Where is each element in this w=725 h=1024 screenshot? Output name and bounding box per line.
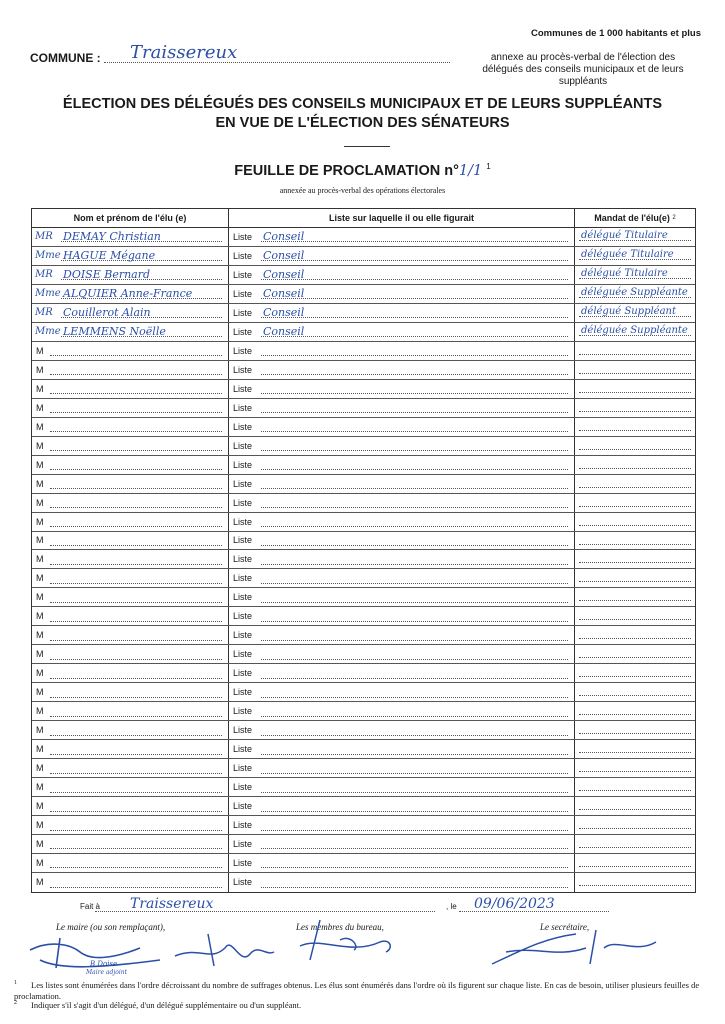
name-prefix: M — [36, 877, 44, 888]
name-prefix: M — [36, 421, 44, 432]
list-prefix: Liste — [233, 668, 253, 679]
list-cell — [229, 342, 575, 360]
membres-label: Les membres du bureau, — [296, 922, 384, 932]
name-cell — [32, 645, 229, 663]
name-cell — [32, 626, 229, 644]
list-cell — [229, 399, 575, 417]
list-prefix: Liste — [233, 857, 253, 868]
list-cell — [229, 588, 575, 606]
name-cell — [32, 323, 229, 341]
name-prefix: M — [36, 440, 44, 451]
mandate-cell — [575, 228, 695, 246]
list-cell — [229, 437, 575, 455]
list-prefix: Liste — [233, 649, 253, 660]
list-cell — [229, 797, 575, 815]
name-prefix: Mme — [35, 288, 61, 300]
name-prefix: Mme — [35, 326, 61, 338]
name-prefix: M — [36, 857, 44, 868]
list-prefix: Liste — [233, 459, 253, 470]
name-cell — [32, 266, 229, 284]
header-mandate-ref: 2 — [672, 215, 676, 221]
header-mandate — [575, 209, 695, 227]
table-row — [32, 778, 695, 797]
mandate-cell — [575, 475, 695, 493]
mandate-cell — [575, 513, 695, 531]
svg-text:Maire adjoint: Maire adjoint — [86, 969, 128, 976]
mandate-cell — [575, 550, 695, 568]
name-prefix: M — [36, 592, 44, 603]
name-cell — [32, 797, 229, 815]
mandate-cell — [575, 285, 695, 303]
list-cell — [229, 513, 575, 531]
elected-name: DOISE Bernard — [63, 268, 151, 282]
table-row — [32, 456, 695, 475]
mandate-cell — [575, 266, 695, 284]
mandate-cell — [575, 740, 695, 758]
annex-note: annexe au procès-verbal de l'élection des délégués des conseils municipaux et de leurs suppléants — [482, 52, 684, 87]
table-body — [32, 228, 695, 892]
list-name: Conseil — [263, 325, 305, 339]
name-cell — [32, 475, 229, 493]
secretaire-label: Le secrétaire, — [540, 922, 590, 932]
name-prefix: M — [36, 630, 44, 641]
mandate-cell — [575, 456, 695, 474]
list-prefix: Liste — [233, 592, 253, 603]
list-prefix: Liste — [233, 516, 253, 527]
name-prefix: M — [36, 383, 44, 394]
table-row — [32, 323, 695, 342]
name-cell — [32, 361, 229, 379]
mandate-cell — [575, 835, 695, 853]
name-prefix: MR — [35, 231, 53, 243]
table-row — [32, 759, 695, 778]
name-prefix: M — [36, 554, 44, 565]
name-cell — [32, 702, 229, 720]
name-cell — [32, 683, 229, 701]
mandate-value: déléguée Suppléante — [581, 324, 688, 336]
table-row — [32, 361, 695, 380]
fait-label: Fait à — [80, 902, 101, 911]
list-cell — [229, 380, 575, 398]
list-prefix: Liste — [233, 611, 253, 622]
list-prefix: Liste — [233, 326, 253, 337]
name-cell — [32, 304, 229, 322]
mandate-cell — [575, 683, 695, 701]
elected-name: DEMAY Christian — [63, 230, 161, 244]
name-prefix: Mme — [35, 250, 61, 262]
member-signature-2 — [290, 916, 400, 966]
table-row — [32, 702, 695, 721]
list-prefix: Liste — [233, 383, 253, 394]
commune-value: Traissereux — [130, 42, 238, 63]
name-cell — [32, 854, 229, 872]
mandate-value: déléguée Suppléante — [581, 286, 688, 298]
sheet-total: 1 — [473, 162, 483, 179]
commune-label: COMMUNE : — [30, 51, 101, 65]
list-cell — [229, 532, 575, 550]
name-cell — [32, 778, 229, 796]
title-line-1: ÉLECTION DES DÉLÉGUÉS DES CONSEILS MUNICIPAUX ET DE LEURS SUPPLÉANTS — [62, 96, 663, 112]
name-cell — [32, 550, 229, 568]
mandate-cell — [575, 721, 695, 739]
fait-value: Traissereux — [130, 896, 214, 912]
list-prefix: Liste — [233, 478, 253, 489]
table-row — [32, 266, 695, 285]
footnote-1: $^1$ Les listes sont énumérées dans l'ordre décroissant du nombre de suffrages obtenus. Les élus sont énumérés dans l'ordre où ils figurent sur chaque liste. En cas de besoin, utiliser plusieurs feuilles de proclamation. — [14, 979, 700, 1001]
name-cell — [32, 664, 229, 682]
mandate-cell — [575, 494, 695, 512]
table-row — [32, 399, 695, 418]
name-prefix: M — [36, 649, 44, 660]
list-prefix: Liste — [233, 744, 253, 755]
sheet-separator: / — [468, 162, 474, 179]
list-cell — [229, 550, 575, 568]
table-row — [32, 228, 695, 247]
mandate-cell — [575, 323, 695, 341]
table-row — [32, 437, 695, 456]
name-prefix: M — [36, 838, 44, 849]
mandate-cell — [575, 532, 695, 550]
list-name: Conseil — [263, 306, 305, 320]
table-row — [32, 797, 695, 816]
name-cell — [32, 588, 229, 606]
name-cell — [32, 532, 229, 550]
name-prefix: M — [36, 763, 44, 774]
mandate-cell — [575, 607, 695, 625]
list-prefix: Liste — [233, 345, 253, 356]
list-cell — [229, 721, 575, 739]
list-cell — [229, 475, 575, 493]
table-row — [32, 645, 695, 664]
date-label: , le — [446, 902, 457, 911]
name-prefix: M — [36, 782, 44, 793]
mandate-cell — [575, 304, 695, 322]
sheet-label: FEUILLE DE PROCLAMATION n° — [234, 162, 459, 179]
name-prefix: M — [36, 668, 44, 679]
list-cell — [229, 607, 575, 625]
mandate-cell — [575, 399, 695, 417]
table-row — [32, 835, 695, 854]
list-prefix: Liste — [233, 801, 253, 812]
title-line-2: EN VUE DE L'ÉLECTION DES SÉNATEURS — [215, 115, 510, 131]
footnote-2: $^2$ Indiquer s'il s'agit d'un délégué, d'un délégué supplémentaire ou d'un suppléant. — [14, 999, 302, 1010]
maire-signature — [20, 930, 180, 978]
header-list: Liste sur laquelle il ou elle figurait — [229, 209, 575, 227]
page-title — [0, 95, 725, 133]
list-prefix: Liste — [233, 838, 253, 849]
list-cell — [229, 626, 575, 644]
mandate-value: délégué Suppléant — [581, 305, 677, 317]
list-prefix: Liste — [233, 573, 253, 584]
list-prefix: Liste — [233, 820, 253, 831]
sheet-title — [0, 162, 725, 179]
mandate-cell — [575, 645, 695, 663]
list-name: Conseil — [263, 249, 305, 263]
table-row — [32, 494, 695, 513]
table-row — [32, 721, 695, 740]
table-row — [32, 475, 695, 494]
table-row — [32, 569, 695, 588]
list-prefix: Liste — [233, 554, 253, 565]
mandate-cell — [575, 380, 695, 398]
name-cell — [32, 418, 229, 436]
name-cell — [32, 816, 229, 834]
elected-name: Couillerot Alain — [63, 306, 151, 320]
elected-name: HAGUE Mégane — [63, 249, 156, 263]
table-row — [32, 550, 695, 569]
list-prefix: Liste — [233, 630, 253, 641]
mandate-cell — [575, 759, 695, 777]
title-divider — [344, 146, 390, 147]
name-cell — [32, 247, 229, 265]
name-cell — [32, 228, 229, 246]
table-row — [32, 854, 695, 873]
name-prefix: M — [36, 497, 44, 508]
date-value: 09/06/2023 — [474, 896, 555, 912]
name-prefix: M — [36, 402, 44, 413]
mandate-cell — [575, 702, 695, 720]
name-cell — [32, 873, 229, 892]
list-cell — [229, 664, 575, 682]
name-cell — [32, 759, 229, 777]
mandate-cell — [575, 588, 695, 606]
name-prefix: M — [36, 706, 44, 717]
name-prefix: M — [36, 744, 44, 755]
name-prefix: M — [36, 535, 44, 546]
mandate-value: déléguée Titulaire — [581, 248, 674, 260]
list-cell — [229, 854, 575, 872]
sheet-footnote-ref: 1 — [486, 162, 491, 171]
mandate-cell — [575, 854, 695, 872]
table-row — [32, 816, 695, 835]
list-prefix: Liste — [233, 269, 253, 280]
list-cell — [229, 418, 575, 436]
list-prefix: Liste — [233, 877, 253, 888]
mandate-cell — [575, 664, 695, 682]
member-signature-1 — [170, 926, 280, 972]
table-row — [32, 607, 695, 626]
mandate-cell — [575, 361, 695, 379]
list-cell — [229, 323, 575, 341]
list-cell — [229, 304, 575, 322]
list-cell — [229, 778, 575, 796]
list-cell — [229, 702, 575, 720]
elected-name: ALQUIER Anne-France — [63, 287, 193, 301]
list-prefix: Liste — [233, 763, 253, 774]
list-cell — [229, 569, 575, 587]
list-prefix: Liste — [233, 687, 253, 698]
list-name: Conseil — [263, 268, 305, 282]
list-cell — [229, 835, 575, 853]
table-row — [32, 626, 695, 645]
sheet-subtitle: annexée au procès-verbal des opérations électorales — [279, 186, 446, 195]
table-row — [32, 532, 695, 551]
name-prefix: M — [36, 364, 44, 375]
name-prefix: MR — [35, 307, 53, 319]
maire-annotation: B Doise — [90, 960, 118, 968]
list-prefix: Liste — [233, 231, 253, 242]
sheet-number: 1 — [458, 162, 469, 179]
list-cell — [229, 456, 575, 474]
name-cell — [32, 437, 229, 455]
population-note: Communes de 1 000 habitants et plus — [531, 28, 701, 39]
name-cell — [32, 607, 229, 625]
list-prefix: Liste — [233, 497, 253, 508]
table-row — [32, 247, 695, 266]
list-cell — [229, 494, 575, 512]
name-cell — [32, 380, 229, 398]
list-cell — [229, 285, 575, 303]
list-prefix: Liste — [233, 440, 253, 451]
list-name: Conseil — [263, 230, 305, 244]
name-cell — [32, 342, 229, 360]
name-prefix: M — [36, 516, 44, 527]
list-prefix: Liste — [233, 402, 253, 413]
table-row — [32, 513, 695, 532]
name-cell — [32, 513, 229, 531]
name-cell — [32, 835, 229, 853]
mandate-cell — [575, 873, 695, 892]
list-cell — [229, 873, 575, 892]
list-cell — [229, 645, 575, 663]
maire-label: Le maire (ou son remplaçant), — [56, 922, 166, 932]
mandate-cell — [575, 342, 695, 360]
name-prefix: M — [36, 820, 44, 831]
table-row — [32, 873, 695, 892]
list-cell — [229, 683, 575, 701]
list-cell — [229, 266, 575, 284]
list-cell — [229, 361, 575, 379]
table-row — [32, 304, 695, 323]
name-cell — [32, 721, 229, 739]
mandate-cell — [575, 816, 695, 834]
list-prefix: Liste — [233, 782, 253, 793]
table-header — [32, 209, 695, 228]
mandate-cell — [575, 247, 695, 265]
list-prefix: Liste — [233, 250, 253, 261]
table-row — [32, 418, 695, 437]
header-name: Nom et prénom de l'élu (e) — [32, 209, 229, 227]
proclamation-table — [31, 208, 696, 893]
name-prefix: MR — [35, 269, 53, 281]
name-prefix: M — [36, 725, 44, 736]
mandate-cell — [575, 778, 695, 796]
mandate-cell — [575, 797, 695, 815]
mandate-cell — [575, 626, 695, 644]
name-cell — [32, 456, 229, 474]
list-cell — [229, 816, 575, 834]
table-row — [32, 588, 695, 607]
mandate-cell — [575, 569, 695, 587]
list-cell — [229, 759, 575, 777]
table-row — [32, 740, 695, 759]
elected-name: LEMMENS Noëlle — [63, 325, 166, 339]
name-prefix: M — [36, 687, 44, 698]
name-prefix: M — [36, 801, 44, 812]
table-row — [32, 683, 695, 702]
name-cell — [32, 399, 229, 417]
list-prefix: Liste — [233, 421, 253, 432]
table-row — [32, 285, 695, 304]
table-row — [32, 664, 695, 683]
list-cell — [229, 228, 575, 246]
name-cell — [32, 494, 229, 512]
list-name: Conseil — [263, 287, 305, 301]
list-cell — [229, 740, 575, 758]
list-prefix: Liste — [233, 364, 253, 375]
name-prefix: M — [36, 611, 44, 622]
mandate-cell — [575, 437, 695, 455]
name-prefix: M — [36, 459, 44, 470]
list-cell — [229, 247, 575, 265]
mandate-value: délégué Titulaire — [581, 230, 668, 241]
header-mandate-label: Mandat de l'élu(e) — [594, 213, 670, 223]
mandate-value: délégué Titulaire — [581, 267, 668, 279]
list-prefix: Liste — [233, 725, 253, 736]
name-cell — [32, 569, 229, 587]
table-row — [32, 380, 695, 399]
secretaire-signature — [486, 918, 666, 972]
name-prefix: M — [36, 478, 44, 489]
name-cell — [32, 740, 229, 758]
name-prefix: M — [36, 573, 44, 584]
name-prefix: M — [36, 345, 44, 356]
list-prefix: Liste — [233, 307, 253, 318]
table-row — [32, 342, 695, 361]
list-prefix: Liste — [233, 535, 253, 546]
mandate-cell — [575, 418, 695, 436]
list-prefix: Liste — [233, 706, 253, 717]
name-cell — [32, 285, 229, 303]
list-prefix: Liste — [233, 288, 253, 299]
